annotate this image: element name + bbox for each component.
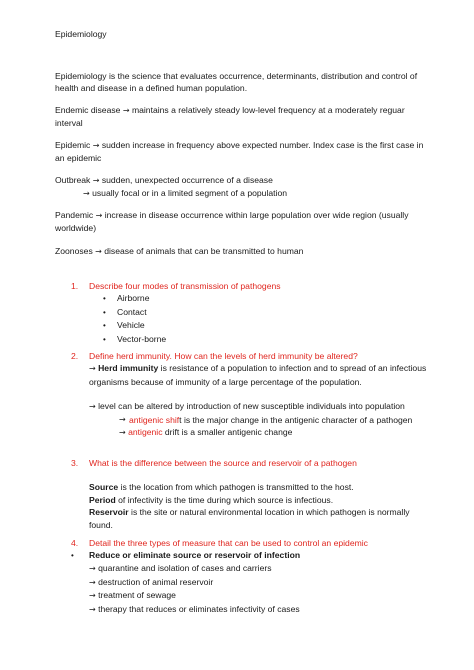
list-item: • Vehicle (71, 319, 441, 332)
arrow-icon: → (89, 604, 96, 614)
bullet-icon: • (103, 307, 106, 317)
level-alteration: → level can be altered by introduction of new susceptible individuals into population (89, 401, 405, 412)
definition-paragraph: Epidemiology is the science that evaluates occurrence, determinants, distribution and control of health and disease in a defined human population. (55, 71, 418, 94)
bullet-icon: • (103, 334, 106, 344)
endemic-paragraph (55, 104, 425, 130)
question-3 (71, 457, 431, 531)
list-item: → quarantine and isolation of cases and carriers (89, 563, 272, 574)
list-item: → therapy that reduces or eliminates infectivity of cases (89, 603, 300, 614)
epidemic-term: Epidemic (55, 140, 91, 150)
arrow-icon: → (119, 428, 126, 438)
arrow-icon: → (89, 564, 96, 574)
endemic-term: Endemic disease (55, 105, 121, 115)
reservoir-definition: Reservoir is the site or natural environmental location in which pathogen is normally found. (89, 507, 410, 530)
outbreak-paragraph (55, 174, 425, 201)
question-1-text: Describe four modes of transmission of pathogens (89, 281, 281, 291)
endemic-text: maintains a relatively steady low-level frequency at a moderately reguar interval (55, 105, 405, 129)
list-item: • Vector-borne (71, 333, 441, 346)
source-definition: Source is the location from which pathogen is transmitted to the host. (89, 482, 354, 493)
epidemic-paragraph (55, 139, 425, 165)
zoonoses-term: Zoonoses (55, 246, 93, 256)
arrow-icon: → (95, 211, 103, 220)
arrow-icon: → (83, 189, 90, 199)
bullet-icon: • (103, 294, 106, 304)
bullet-icon: • (103, 321, 106, 331)
arrow-icon: → (92, 141, 100, 150)
arrow-icon: → (89, 577, 96, 587)
arrow-icon: → (119, 414, 126, 424)
question-1 (71, 280, 441, 346)
question-1-number: 1. (71, 281, 79, 291)
arrow-icon: → (95, 247, 102, 256)
outbreak-term: Outbreak (55, 175, 91, 185)
question-2-heading (71, 350, 431, 362)
question-3-text: What is the difference between the source and reservoir of a pathogen (89, 458, 357, 468)
question-4-text: Detail the three types of measure that can be used to control an epidemic (89, 538, 368, 548)
zoonoses-paragraph (55, 245, 425, 258)
pandemic-term: Pandemic (55, 210, 94, 220)
list-item: → treatment of sewage (89, 590, 176, 601)
question-4-number: 4. (71, 538, 79, 548)
page-title: Epidemiology (55, 29, 107, 39)
outbreak-line-1 (55, 174, 425, 187)
question-3-number: 3. (71, 458, 79, 468)
period-definition: Period of infectivity is the time during which source is infectious. (89, 494, 334, 505)
zoonoses-text: disease of animals that can be transmitted to human (104, 246, 304, 256)
question-1-heading (71, 280, 441, 292)
epidemic-text: sudden increase in frequency above expected number. Index case is the first case in an epidemic (55, 140, 424, 164)
antigenic-shift-item: → antigenic shift is the major change in the antigenic character of a pathogen (119, 414, 413, 425)
arrow-icon: → (89, 591, 96, 601)
control-measures (71, 549, 431, 616)
list-item: • Airborne (71, 292, 441, 305)
list-item: → destruction of animal reservoir (89, 576, 214, 587)
question-3-heading (71, 457, 431, 469)
herd-immunity-definition: → Herd immunity is resistance of a population to infection and to spread of an infectious organisms because of immunity of a large percentage of the population. (89, 363, 427, 387)
question-4-heading (71, 537, 431, 549)
arrow-icon: → (122, 106, 130, 115)
question-2-text: Define herd immunity. How can the levels of herd immunity be altered? (89, 351, 358, 361)
question-2 (71, 350, 431, 439)
arrow-icon: → (92, 176, 100, 185)
outbreak-text-2: usually focal or in a limited segment of a population (92, 188, 287, 199)
outbreak-text-1: sudden, unexpected occurrence of a disease (101, 175, 273, 185)
question-2-number: 2. (71, 351, 79, 361)
arrow-icon: → (89, 364, 96, 374)
antigenic-drift-item: → antigenic drift is a smaller antigenic change (119, 427, 293, 438)
arrow-icon: → (89, 402, 96, 412)
outbreak-line-2 (55, 187, 425, 200)
list-item: • Contact (71, 306, 441, 319)
pandemic-paragraph (55, 209, 425, 235)
herd-immunity-term: Herd immunity (98, 363, 159, 374)
control-heading: • Reduce or eliminate source or reservoir of infection (71, 549, 431, 562)
bullet-icon: • (71, 551, 74, 560)
pandemic-text: increase in disease occurrence within large population over wide region (usually worldwide) (55, 210, 409, 234)
question-4 (71, 537, 431, 549)
